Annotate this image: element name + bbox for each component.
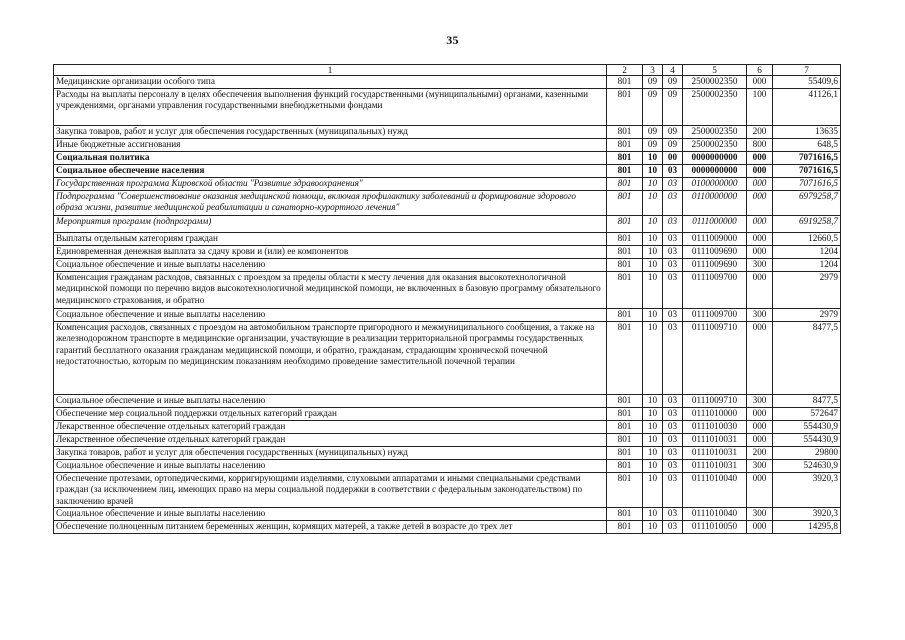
row-value-cell: 1204 bbox=[773, 245, 841, 258]
row-value-cell: 2500002350 bbox=[683, 138, 747, 151]
row-value-cell: 801 bbox=[607, 521, 643, 534]
row-value-cell: 2500002350 bbox=[683, 76, 747, 89]
row-value-cell: 09 bbox=[643, 88, 663, 125]
row-value-cell: 801 bbox=[607, 88, 643, 125]
row-value-cell: 10 bbox=[643, 151, 663, 164]
table-row bbox=[54, 394, 841, 407]
table-row bbox=[54, 125, 841, 138]
row-value-cell: 0111010031 bbox=[683, 459, 747, 472]
column-header: 7 bbox=[773, 65, 841, 76]
row-value-cell: 000 bbox=[747, 420, 773, 433]
row-value-cell: 8477,5 bbox=[773, 394, 841, 407]
row-value-cell: 0000000000 bbox=[683, 164, 747, 177]
row-value-cell: 200 bbox=[747, 125, 773, 138]
row-value-cell: 0110000000 bbox=[683, 190, 747, 215]
row-value-cell: 801 bbox=[607, 407, 643, 420]
row-name-cell: Социальное обеспечение и иные выплаты населению bbox=[54, 394, 607, 407]
table-row bbox=[54, 245, 841, 258]
row-value-cell: 03 bbox=[663, 308, 683, 321]
row-value-cell: 0111009690 bbox=[683, 258, 747, 271]
row-value-cell: 03 bbox=[663, 508, 683, 521]
row-value-cell: 09 bbox=[643, 138, 663, 151]
table-row bbox=[54, 472, 841, 508]
table-row bbox=[54, 164, 841, 177]
row-name-cell: Социальное обеспечение населения bbox=[54, 164, 607, 177]
row-value-cell: 09 bbox=[663, 125, 683, 138]
row-name-cell: Лекарственное обеспечение отдельных категорий граждан bbox=[54, 433, 607, 446]
row-name-cell: Социальная политика bbox=[54, 151, 607, 164]
table-row bbox=[54, 215, 841, 232]
table-row bbox=[54, 459, 841, 472]
row-value-cell: 000 bbox=[747, 151, 773, 164]
table-row bbox=[54, 232, 841, 245]
table-row bbox=[54, 177, 841, 190]
row-name-cell: Социальное обеспечение и иные выплаты населению bbox=[54, 258, 607, 271]
row-value-cell: 000 bbox=[747, 215, 773, 232]
row-value-cell: 6919258,7 bbox=[773, 215, 841, 232]
table-row bbox=[54, 321, 841, 394]
row-value-cell: 10 bbox=[643, 190, 663, 215]
row-value-cell: 801 bbox=[607, 433, 643, 446]
row-name-cell: Социальное обеспечение и иные выплаты населению bbox=[54, 308, 607, 321]
row-value-cell: 03 bbox=[663, 245, 683, 258]
table-row bbox=[54, 271, 841, 308]
row-value-cell: 09 bbox=[663, 88, 683, 125]
budget-table bbox=[53, 64, 841, 534]
row-value-cell: 03 bbox=[663, 232, 683, 245]
row-value-cell: 801 bbox=[607, 177, 643, 190]
row-value-cell: 801 bbox=[607, 125, 643, 138]
row-value-cell: 2500002350 bbox=[683, 88, 747, 125]
row-value-cell: 03 bbox=[663, 321, 683, 394]
row-value-cell: 300 bbox=[747, 508, 773, 521]
row-name-cell: Компенсация расходов, связанных с проездом на автомобильном транспорте пригородного и межмуниципального сообщения, а также на железнодорожном транспорте в медицинские организации, участвующие в реализации территориальной программы государственных гарантий бесплатного оказания гражданам медицинской помощи, и обратно, гражданам, страдающим хронической почечной недостаточностью, которым по медицинским показаниям необходимо проведение заместительной почечной терапии bbox=[54, 321, 607, 394]
row-value-cell: 10 bbox=[643, 321, 663, 394]
row-value-cell: 801 bbox=[607, 190, 643, 215]
row-name-cell: Обеспечение мер социальной поддержки отдельных категорий граждан bbox=[54, 407, 607, 420]
row-value-cell: 801 bbox=[607, 459, 643, 472]
row-value-cell: 1204 bbox=[773, 258, 841, 271]
row-value-cell: 00 bbox=[663, 151, 683, 164]
row-value-cell: 10 bbox=[643, 508, 663, 521]
row-value-cell: 0111010000 bbox=[683, 407, 747, 420]
row-value-cell: 10 bbox=[643, 271, 663, 308]
row-value-cell: 7071616,5 bbox=[773, 164, 841, 177]
row-value-cell: 10 bbox=[643, 446, 663, 459]
row-value-cell: 0111010030 bbox=[683, 420, 747, 433]
column-header: 5 bbox=[683, 65, 747, 76]
row-value-cell: 09 bbox=[663, 138, 683, 151]
row-value-cell: 0111010031 bbox=[683, 446, 747, 459]
row-value-cell: 55409,6 bbox=[773, 76, 841, 89]
row-value-cell: 10 bbox=[643, 245, 663, 258]
table-row bbox=[54, 308, 841, 321]
row-value-cell: 29800 bbox=[773, 446, 841, 459]
row-value-cell: 0111010031 bbox=[683, 433, 747, 446]
row-value-cell: 2979 bbox=[773, 308, 841, 321]
row-name-cell: Закупка товаров, работ и услуг для обеспечения государственных (муниципальных) нужд bbox=[54, 446, 607, 459]
row-value-cell: 10 bbox=[643, 394, 663, 407]
row-value-cell: 03 bbox=[663, 190, 683, 215]
table-body bbox=[54, 65, 841, 534]
row-value-cell: 801 bbox=[607, 232, 643, 245]
row-value-cell: 801 bbox=[607, 394, 643, 407]
row-value-cell: 801 bbox=[607, 321, 643, 394]
row-value-cell: 300 bbox=[747, 258, 773, 271]
row-value-cell: 10 bbox=[643, 433, 663, 446]
row-value-cell: 3920,3 bbox=[773, 472, 841, 508]
table-row bbox=[54, 138, 841, 151]
row-value-cell: 10 bbox=[643, 420, 663, 433]
row-name-cell: Лекарственное обеспечение отдельных категорий граждан bbox=[54, 420, 607, 433]
table-row bbox=[54, 446, 841, 459]
row-value-cell: 09 bbox=[643, 76, 663, 89]
row-value-cell: 8477,5 bbox=[773, 321, 841, 394]
row-value-cell: 0111010040 bbox=[683, 508, 747, 521]
column-header: 2 bbox=[607, 65, 643, 76]
row-value-cell: 10 bbox=[643, 308, 663, 321]
row-value-cell: 10 bbox=[643, 459, 663, 472]
row-value-cell: 801 bbox=[607, 508, 643, 521]
row-value-cell: 648,5 bbox=[773, 138, 841, 151]
row-value-cell: 000 bbox=[747, 407, 773, 420]
row-value-cell: 03 bbox=[663, 271, 683, 308]
row-value-cell: 801 bbox=[607, 76, 643, 89]
row-value-cell: 554430,9 bbox=[773, 433, 841, 446]
row-name-cell: Мероприятия программ (подпрограмм) bbox=[54, 215, 607, 232]
row-value-cell: 000 bbox=[747, 472, 773, 508]
row-value-cell: 03 bbox=[663, 177, 683, 190]
row-value-cell: 10 bbox=[643, 258, 663, 271]
row-value-cell: 2500002350 bbox=[683, 125, 747, 138]
row-value-cell: 03 bbox=[663, 433, 683, 446]
row-value-cell: 3920,3 bbox=[773, 508, 841, 521]
row-value-cell: 10 bbox=[643, 164, 663, 177]
row-value-cell: 000 bbox=[747, 76, 773, 89]
row-value-cell: 801 bbox=[607, 245, 643, 258]
row-value-cell: 10 bbox=[643, 232, 663, 245]
row-value-cell: 2979 bbox=[773, 271, 841, 308]
row-value-cell: 03 bbox=[663, 472, 683, 508]
row-value-cell: 000 bbox=[747, 232, 773, 245]
row-value-cell: 801 bbox=[607, 215, 643, 232]
column-header: 1 bbox=[54, 65, 607, 76]
row-value-cell: 14295,8 bbox=[773, 521, 841, 534]
row-name-cell: Государственная программа Кировской области "Развитие здравоохранения" bbox=[54, 177, 607, 190]
header-row bbox=[54, 65, 841, 76]
row-name-cell: Обеспечение протезами, ортопедическими, корригирующими изделиями, слуховыми аппаратами и иными специальными средствами граждан (за исключением лиц, имеющих право на меры социальной поддержки в соответствии с федеральным законодательством) по заключению врачей bbox=[54, 472, 607, 508]
row-value-cell: 10 bbox=[643, 215, 663, 232]
row-value-cell: 03 bbox=[663, 446, 683, 459]
row-value-cell: 200 bbox=[747, 446, 773, 459]
row-value-cell: 300 bbox=[747, 308, 773, 321]
row-value-cell: 300 bbox=[747, 459, 773, 472]
row-value-cell: 0111010050 bbox=[683, 521, 747, 534]
row-value-cell: 10 bbox=[643, 407, 663, 420]
row-value-cell: 801 bbox=[607, 271, 643, 308]
row-value-cell: 801 bbox=[607, 138, 643, 151]
row-value-cell: 801 bbox=[607, 164, 643, 177]
row-value-cell: 524630,9 bbox=[773, 459, 841, 472]
row-value-cell: 0111010040 bbox=[683, 472, 747, 508]
row-value-cell: 03 bbox=[663, 258, 683, 271]
row-value-cell: 41126,1 bbox=[773, 88, 841, 125]
row-value-cell: 0111009700 bbox=[683, 308, 747, 321]
row-value-cell: 0111009000 bbox=[683, 232, 747, 245]
row-value-cell: 0111009710 bbox=[683, 394, 747, 407]
table-row bbox=[54, 258, 841, 271]
row-name-cell: Медицинские организации особого типа bbox=[54, 76, 607, 89]
row-value-cell: 12660,5 bbox=[773, 232, 841, 245]
row-value-cell: 000 bbox=[747, 433, 773, 446]
row-value-cell: 0111009710 bbox=[683, 321, 747, 394]
row-value-cell: 0111000000 bbox=[683, 215, 747, 232]
row-value-cell: 801 bbox=[607, 308, 643, 321]
row-value-cell: 572647 bbox=[773, 407, 841, 420]
table-row bbox=[54, 88, 841, 125]
table-row bbox=[54, 521, 841, 534]
row-name-cell: Социальное обеспечение и иные выплаты населению bbox=[54, 459, 607, 472]
row-name-cell: Обеспечение полноценным питанием беременных женщин, кормящих матерей, а также детей в возрасте до трех лет bbox=[54, 521, 607, 534]
row-name-cell: Иные бюджетные ассигнования bbox=[54, 138, 607, 151]
row-value-cell: 13635 bbox=[773, 125, 841, 138]
column-header: 6 bbox=[747, 65, 773, 76]
row-value-cell: 03 bbox=[663, 394, 683, 407]
row-value-cell: 0000000000 bbox=[683, 151, 747, 164]
row-value-cell: 000 bbox=[747, 521, 773, 534]
row-value-cell: 000 bbox=[747, 271, 773, 308]
row-value-cell: 03 bbox=[663, 215, 683, 232]
table-row bbox=[54, 151, 841, 164]
row-name-cell: Выплаты отдельным категориям граждан bbox=[54, 232, 607, 245]
row-value-cell: 6979258,7 bbox=[773, 190, 841, 215]
row-value-cell: 801 bbox=[607, 420, 643, 433]
column-header: 4 bbox=[663, 65, 683, 76]
table-row bbox=[54, 433, 841, 446]
row-value-cell: 10 bbox=[643, 521, 663, 534]
row-value-cell: 0111009690 bbox=[683, 245, 747, 258]
row-value-cell: 03 bbox=[663, 521, 683, 534]
row-value-cell: 801 bbox=[607, 258, 643, 271]
row-value-cell: 0100000000 bbox=[683, 177, 747, 190]
row-value-cell: 10 bbox=[643, 177, 663, 190]
row-value-cell: 09 bbox=[643, 125, 663, 138]
row-name-cell: Компенсация гражданам расходов, связанных с проездом за пределы области к месту лечения для оказания высокотехнологичной медицинской помощи по перечню видов высокотехнологичной медицинской помощи, не включенных в базовую программу обязательного медицинского страхования, и обратно bbox=[54, 271, 607, 308]
row-value-cell: 000 bbox=[747, 245, 773, 258]
row-name-cell: Подпрограмма "Совершенствование оказания медицинской помощи, включая профилактику заболеваний и формирование здорового образа жизни, развитие медицинской реабилитации и санаторно-курортного лечения" bbox=[54, 190, 607, 215]
row-value-cell: 801 bbox=[607, 472, 643, 508]
row-value-cell: 000 bbox=[747, 164, 773, 177]
table-row bbox=[54, 407, 841, 420]
row-value-cell: 03 bbox=[663, 420, 683, 433]
row-name-cell: Социальное обеспечение и иные выплаты населению bbox=[54, 508, 607, 521]
row-value-cell: 300 bbox=[747, 394, 773, 407]
row-value-cell: 03 bbox=[663, 407, 683, 420]
row-value-cell: 000 bbox=[747, 190, 773, 215]
column-header: 3 bbox=[643, 65, 663, 76]
row-value-cell: 801 bbox=[607, 446, 643, 459]
row-value-cell: 554430,9 bbox=[773, 420, 841, 433]
row-name-cell: Единовременная денежная выплата за сдачу крови и (или) ее компонентов bbox=[54, 245, 607, 258]
row-name-cell: Расходы на выплаты персоналу в целях обеспечения выполнения функций государственными (муниципальными) органами, казенными учреждениями, органами управления государственными внебюджетными фондами bbox=[54, 88, 607, 125]
row-name-cell: Закупка товаров, работ и услуг для обеспечения государственных (муниципальных) нужд bbox=[54, 125, 607, 138]
row-value-cell: 0111009700 bbox=[683, 271, 747, 308]
row-value-cell: 7071616,5 bbox=[773, 177, 841, 190]
row-value-cell: 801 bbox=[607, 151, 643, 164]
table-row bbox=[54, 190, 841, 215]
table-row bbox=[54, 420, 841, 433]
row-value-cell: 800 bbox=[747, 138, 773, 151]
row-value-cell: 7071616,5 bbox=[773, 151, 841, 164]
table-row bbox=[54, 508, 841, 521]
row-value-cell: 100 bbox=[747, 88, 773, 125]
row-value-cell: 03 bbox=[663, 164, 683, 177]
row-value-cell: 03 bbox=[663, 459, 683, 472]
row-value-cell: 10 bbox=[643, 472, 663, 508]
page-number: 35 bbox=[446, 33, 459, 47]
row-value-cell: 000 bbox=[747, 177, 773, 190]
row-value-cell: 09 bbox=[663, 76, 683, 89]
table-row bbox=[54, 76, 841, 89]
row-value-cell: 000 bbox=[747, 321, 773, 394]
